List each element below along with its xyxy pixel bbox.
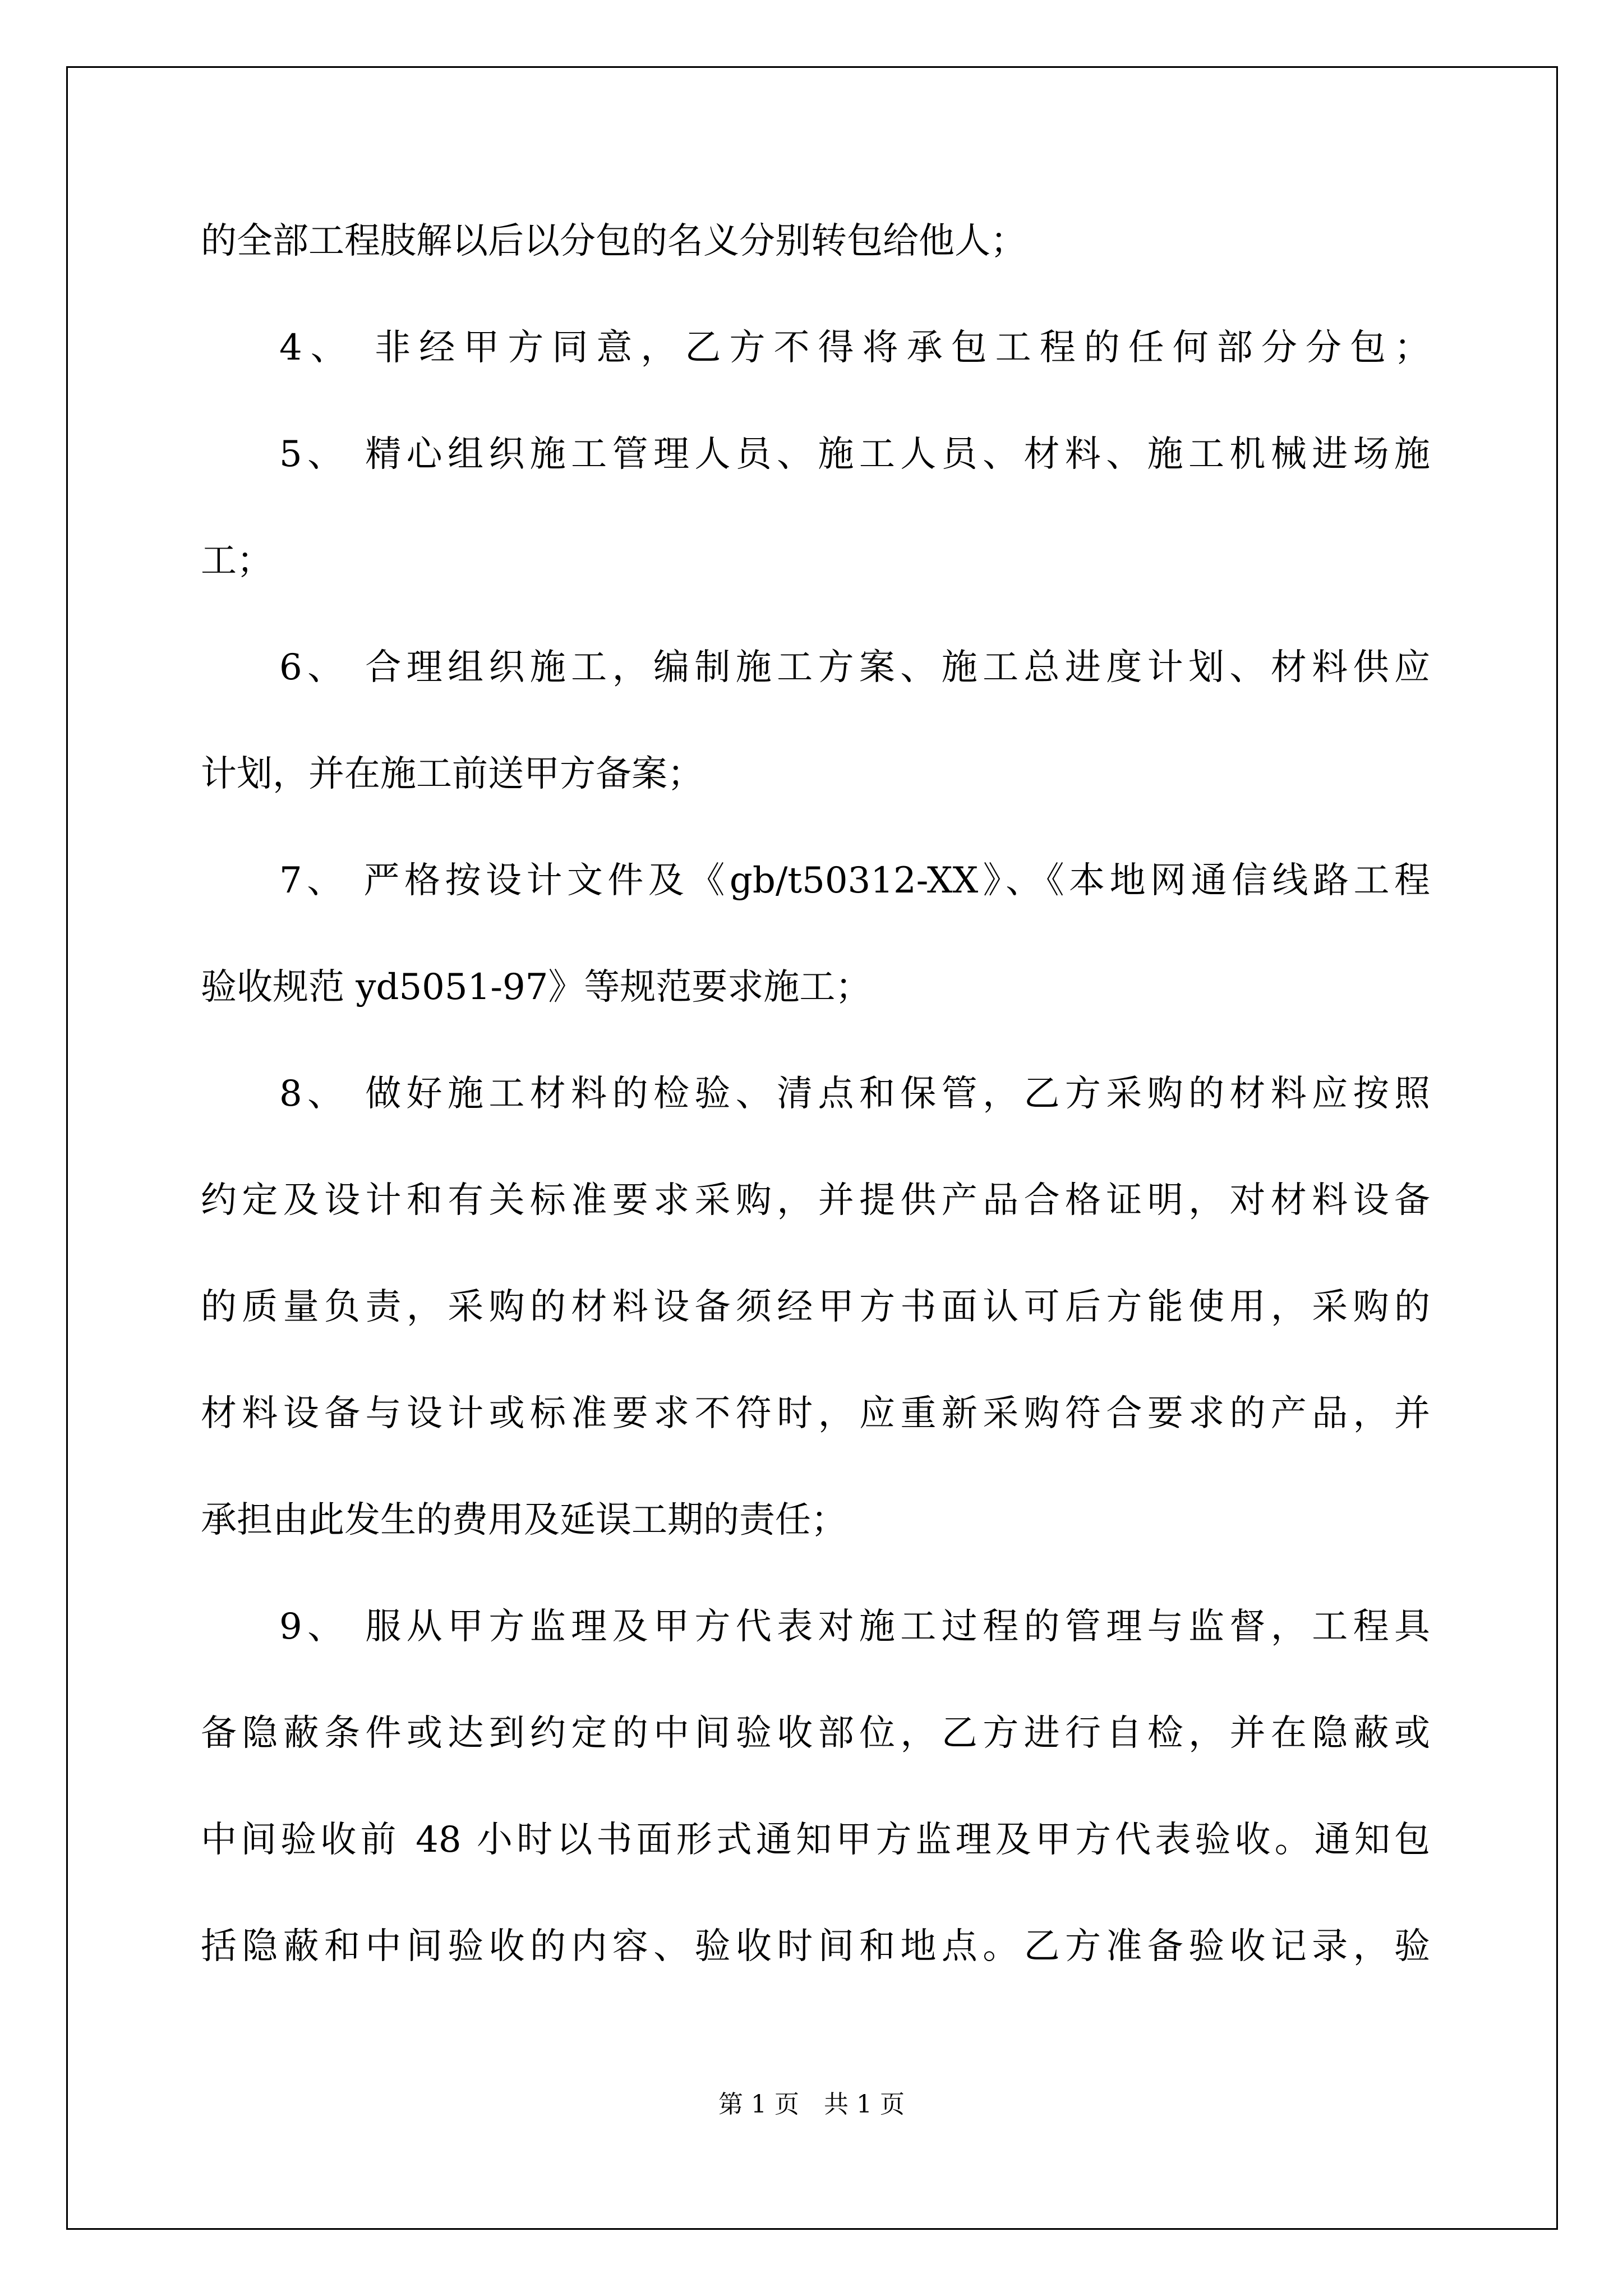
text-line: 9、 服从甲方监理及甲方代表对施工过程的管理与监督，工程具: [279, 1606, 1430, 1648]
text-line: 中间验收前 48 小时以书面形式通知甲方监理及甲方代表验收。通知包: [201, 1819, 1430, 1861]
text-line: 备隐蔽条件或达到约定的中间验收部位，乙方进行自检，并在隐蔽或: [201, 1713, 1430, 1754]
text-line: 约定及设计和有关标准要求采购，并提供产品合格证明，对材料设备: [201, 1180, 1430, 1221]
text-line: 4、 非经甲方同意，乙方不得将承包工程的任何部分分包；: [279, 327, 1430, 369]
text-line: 5、 精心组织施工管理人员、施工人员、材料、施工机械进场施: [279, 434, 1430, 475]
text-line: 7、 严格按设计文件及《gb/t50312-XX》、《本地网通信线路工程: [279, 860, 1430, 901]
page-border: [66, 66, 1558, 2230]
text-line: 承担由此发生的费用及延误工期的责任；: [201, 1499, 847, 1541]
text-line: 8、 做好施工材料的检验、清点和保管，乙方采购的材料应按照: [279, 1073, 1430, 1115]
text-line: 的全部工程肢解以后以分包的名义分别转包给他人；: [201, 220, 1026, 262]
text-line: 6、 合理组织施工，编制施工方案、施工总进度计划、材料供应: [279, 647, 1430, 688]
text-line: 验收规范 yd5051-97》等规范要求施工；: [201, 967, 872, 1008]
text-line: 材料设备与设计或标准要求不符时，应重新采购符合要求的产品，并: [201, 1393, 1430, 1434]
page-number: 第 1 页 共 1 页: [718, 2090, 905, 2119]
text-line: 工；: [201, 540, 273, 582]
text-line: 的质量负责，采购的材料设备须经甲方书面认可后方能使用，采购的: [201, 1286, 1430, 1328]
text-line: 括隐蔽和中间验收的内容、验收时间和地点。乙方准备验收记录，验: [201, 1926, 1430, 1967]
text-line: 计划，并在施工前送甲方备案；: [201, 753, 703, 795]
